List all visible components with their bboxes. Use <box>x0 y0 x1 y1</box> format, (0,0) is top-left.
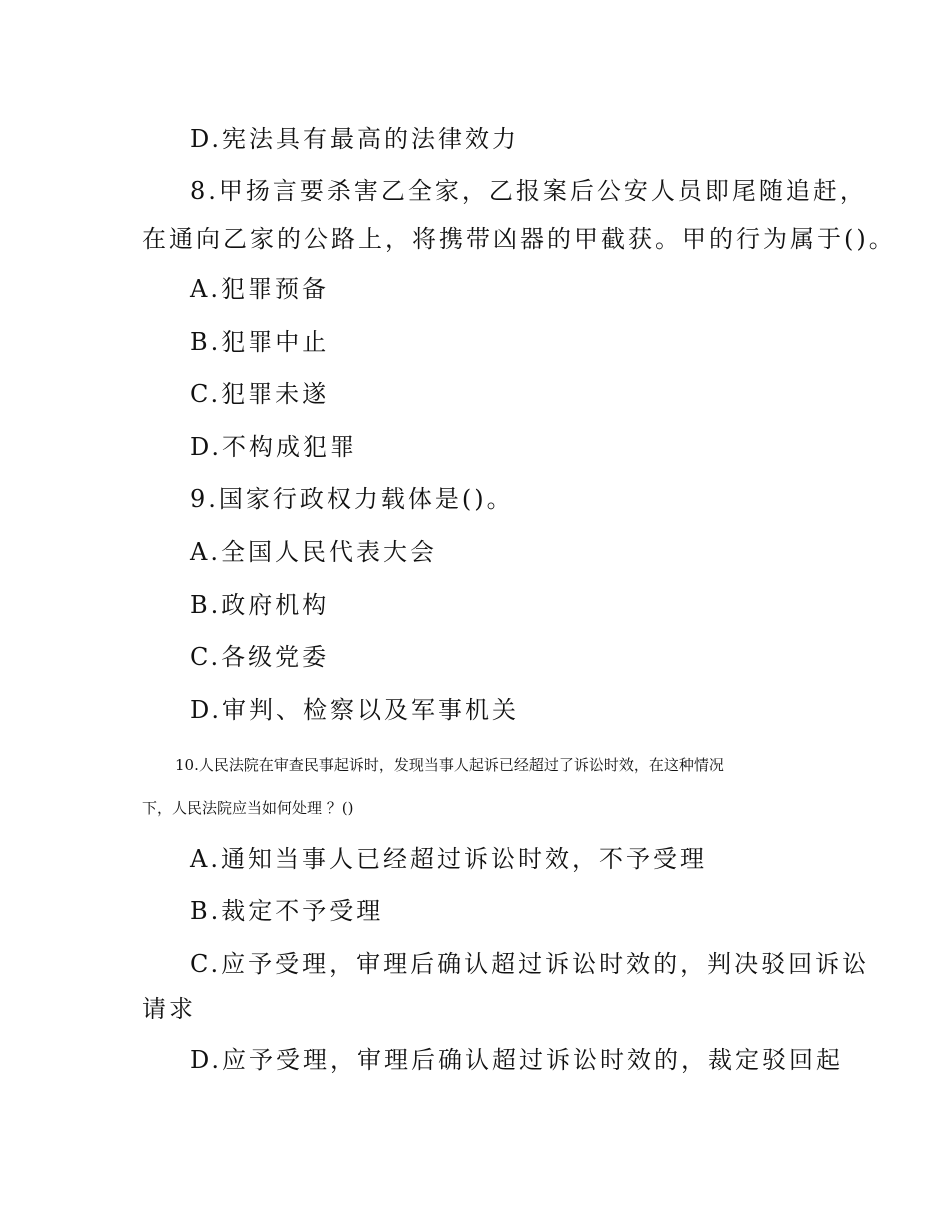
q10-option-c-line1: C.应予受理，审理后确认超过诉讼时效的，判决驳回诉讼 <box>190 950 870 978</box>
q10-option-c-line2: 请求 <box>142 995 196 1023</box>
q8-option-c: C.犯罪未遂 <box>190 380 330 408</box>
q8-option-d: D.不构成犯罪 <box>190 433 358 461</box>
q7-option-d: D.宪法具有最高的法律效力 <box>190 125 520 153</box>
q9-stem: 9.国家行政权力载体是()。 <box>190 485 514 513</box>
q10-stem-line2: 下，人民法院应当如何处理 ？() <box>142 799 354 817</box>
q8-option-b: B.犯罪中止 <box>190 328 330 356</box>
q8-stem-line2: 在通向乙家的公路上，将携带凶器的甲截获。甲的行为属于()。 <box>142 225 896 253</box>
q9-option-c: C.各级党委 <box>190 643 330 671</box>
q10-stem-line1: 10.人民法院在审查民事起诉时，发现当事人起诉已经超过了诉讼时效，在这种情况 <box>175 756 724 774</box>
q10-option-b: B.裁定不予受理 <box>190 897 384 925</box>
q9-option-d: D.审判、检察以及军事机关 <box>190 696 520 724</box>
q9-option-a: A.全国人民代表大会 <box>190 538 437 566</box>
q10-option-a: A.通知当事人已经超过诉讼时效，不予受理 <box>190 845 707 873</box>
q10-option-d: D.应予受理，审理后确认超过诉讼时效的，裁定驳回起 <box>190 1046 844 1074</box>
q8-option-a: A.犯罪预备 <box>190 275 329 303</box>
q8-stem-line1: 8.甲扬言要杀害乙全家，乙报案后公安人员即尾随追赶， <box>190 177 867 205</box>
q9-option-b: B.政府机构 <box>190 591 330 619</box>
